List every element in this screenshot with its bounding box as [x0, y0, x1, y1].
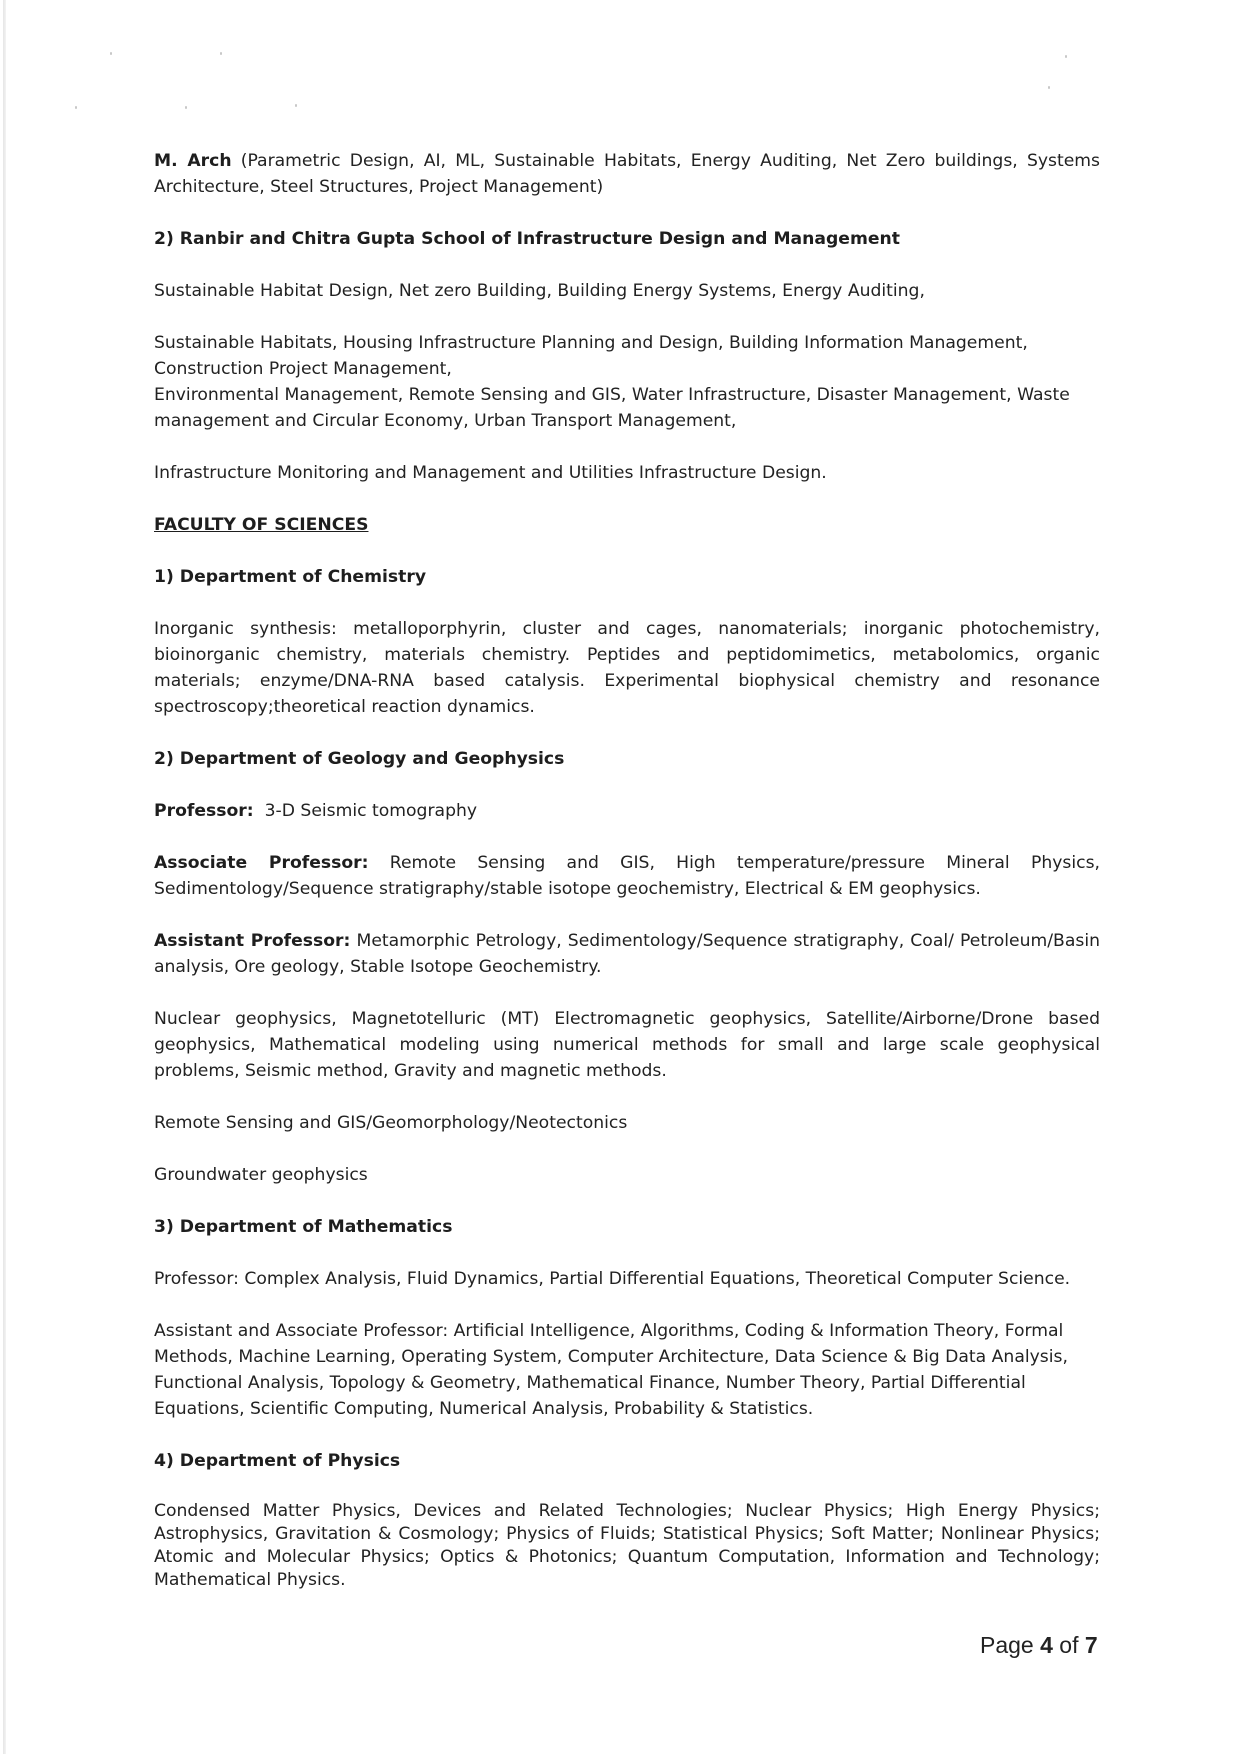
scan-speck: [185, 106, 187, 109]
page-word: Page: [980, 1632, 1041, 1658]
infra-paragraph-3: Infrastructure Monitoring and Management and Utilities Infrastructure Design.: [154, 463, 827, 483]
geology-heading: 2) Department of Geology and Geophysics: [154, 749, 565, 769]
march-text: (Parametric Design, AI, ML, Sustainable Habitats, Energy Auditing, Net Zero buildings, Systems Architecture, Steel Structures, Project Management): [154, 151, 1100, 197]
scan-speck: [220, 52, 222, 55]
of-word: of: [1052, 1632, 1085, 1658]
total-pages-number: 7: [1084, 1632, 1098, 1658]
march-paragraph: [154, 148, 1100, 200]
geology-professor-lead: Professor:: [154, 801, 254, 821]
scan-speck: [110, 52, 112, 55]
infra-paragraph-2a: Sustainable Habitats, Housing Infrastructure Planning and Design, Building Information Management, Construction Project Management,: [154, 333, 1028, 379]
mathematics-heading: 3) Department of Mathematics: [154, 1217, 453, 1237]
scan-speck: [295, 104, 297, 107]
geology-professor-text: 3-D Seismic tomography: [253, 801, 478, 821]
geology-assistant-text: Metamorphic Petrology, Sedimentology/Sequence stratigraphy, Coal/ Petroleum/Basin analysis, Ore geology, Stable Isotope Geochemistry.: [154, 931, 1100, 977]
current-page-number: 4: [1040, 1632, 1053, 1658]
infra-paragraph-2b: Environmental Management, Remote Sensing and GIS, Water Infrastructure, Disaster Management, Waste management and Circular Economy, Urban Transport Management,: [154, 385, 1070, 431]
geology-assistant: [154, 928, 1100, 980]
geology-associate-text: Remote Sensing and GIS, High temperature/pressure Mineral Physics, Sedimentology/Sequence stratigraphy/stable isotope geochemistry, Electrical & EM geophysics.: [154, 853, 1100, 899]
geology-groundwater-paragraph: Groundwater geophysics: [154, 1165, 368, 1185]
march-lead: M. Arch: [154, 151, 232, 171]
scan-speck: [1048, 86, 1050, 89]
physics-heading: 4) Department of Physics: [154, 1451, 401, 1471]
geology-remote-paragraph: Remote Sensing and GIS/Geomorphology/Neotectonics: [154, 1113, 628, 1133]
physics-paragraph: Condensed Matter Physics, Devices and Related Technologies; Nuclear Physics; High Energy Physics; Astrophysics, Gravitation & Cosmology; Physics of Fluids; Statistical Physics; Soft Matter; Nonlinear Physics; Atomic and Molecular Physics; Optics & Photonics; Quantum Computation, Information and Technology; Mathematical Physics.: [154, 1501, 1100, 1590]
chemistry-heading: 1) Department of Chemistry: [154, 567, 427, 587]
mathematics-assistant-associate: Assistant and Associate Professor: Artificial Intelligence, Algorithms, Coding & Information Theory, Formal Methods, Machine Learning, Operating System, Computer Architecture, Data Science & Big Data Analysis, Functional Analysis, Topology & Geometry, Mathematical Finance, Number Theory, Partial Differential Equations, Scientific Computing, Numerical Analysis, Probability & Statistics.: [154, 1321, 1068, 1419]
geology-associate-lead: Associate Professor:: [154, 853, 369, 873]
mathematics-professor: Professor: Complex Analysis, Fluid Dynamics, Partial Differential Equations, Theoretical Computer Science.: [154, 1269, 1071, 1289]
geology-professor: [154, 798, 1100, 824]
scan-edge: [3, 0, 6, 1754]
scan-speck: [1065, 55, 1067, 58]
page-number-footer: [980, 1632, 1098, 1659]
infra-paragraph-1: Sustainable Habitat Design, Net zero Building, Building Energy Systems, Energy Auditing,: [154, 281, 925, 301]
geology-assistant-lead: Assistant Professor:: [154, 931, 351, 951]
infra-school-heading: 2) Ranbir and Chitra Gupta School of Infrastructure Design and Management: [154, 229, 900, 249]
geology-nuclear-paragraph: Nuclear geophysics, Magnetotelluric (MT) Electromagnetic geophysics, Satellite/Airborne/Drone based geophysics, Mathematical modeling using numerical methods for small and large scale geophysical problems, Seismic method, Gravity and magnetic methods.: [154, 1009, 1100, 1081]
chemistry-paragraph: Inorganic synthesis: metalloporphyrin, cluster and cages, nanomaterials; inorganic photochemistry, bioinorganic chemistry, materials chemistry. Peptides and peptidomimetics, metabolomics, organic materials; enzyme/DNA-RNA based catalysis. Experimental biophysical chemistry and resonance spectroscopy;theoretical reaction dynamics.: [154, 619, 1100, 717]
document-page: [154, 148, 1100, 1618]
scan-speck: [75, 106, 77, 109]
geology-associate: [154, 850, 1100, 902]
faculty-heading: FACULTY OF SCIENCES: [154, 515, 369, 535]
